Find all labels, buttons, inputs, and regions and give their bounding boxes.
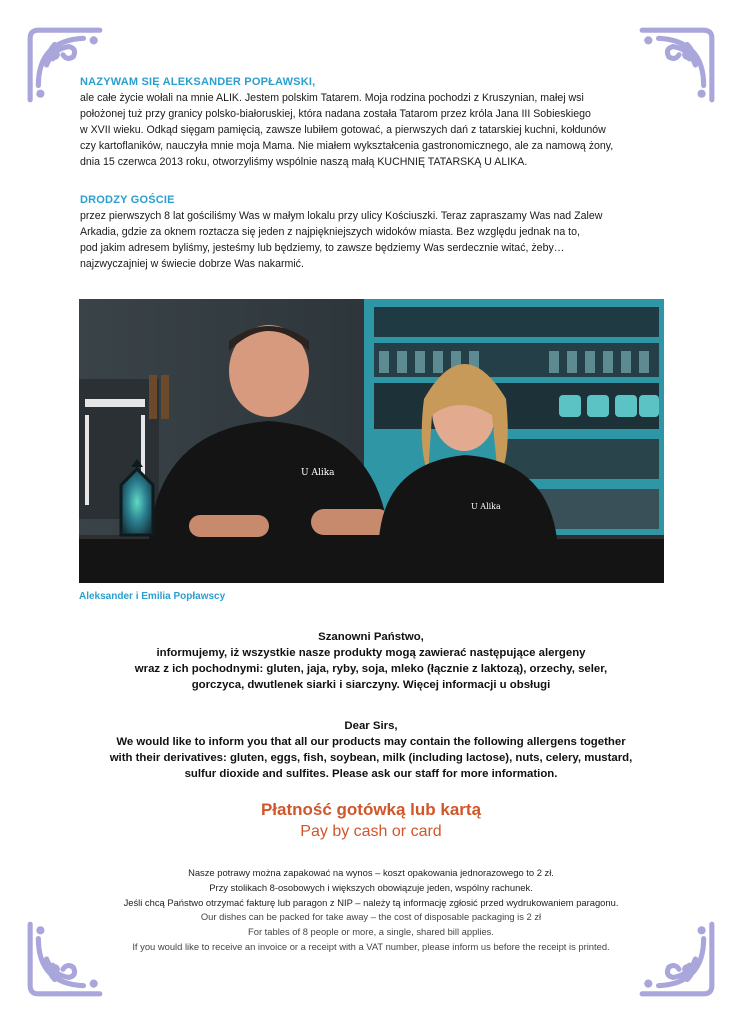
- allergen-greeting-pl: Szanowni Państwo,: [318, 631, 424, 643]
- intro-line: ale całe życie wołali na mnie ALIK. Jestem polskim Tatarem. Moja rodzina pochodzi z Kruszynian, małej wsi: [80, 92, 584, 104]
- payment-title-pl: Płatność gotówką lub kartą: [260, 800, 482, 819]
- note-line-pl: Przy stolikach 8-osobowych i większych obowiązuje jeden, wspólny rachunek.: [209, 881, 533, 893]
- intro-line: czy kartoflaników, nauczyła mnie moja Mama. Nie miałem wykształcenia gastronomicznego, ale za namową żony,: [80, 140, 614, 152]
- note-line-pl: Nasze potrawy można zapakować na wynos – koszt opakowania jednorazowego to 2 zł.: [188, 867, 554, 878]
- note-line-en: If you would like to receive an invoice or a receipt with a VAT number, please inform us before the receipt is printed.: [132, 940, 610, 952]
- note-line-en: For tables of 8 people or more, a single, shared bill applies.: [248, 926, 494, 938]
- allergen-info-en: [60, 718, 682, 782]
- intro-line: położonej tuż przy granicy polsko-białoruskiej, która nadana została Tatarom przez króla Jana III Sobieskiego: [80, 108, 591, 120]
- allergen-line-pl: gorczyca, dwutlenek siarki i siarczyny. Więcej informacji u obsługi: [191, 679, 551, 691]
- note-line-en: Our dishes can be packed for take away – the cost of disposable packaging is 2 zł: [200, 911, 542, 923]
- guests-section: [80, 192, 665, 272]
- allergen-line-pl: wraz z ich pochodnymi: gluten, jaja, ryby, soja, mleko (łącznie z laktozą), orzechy, seler,: [134, 663, 608, 675]
- woman-shirt-logo: U Alika: [471, 502, 501, 511]
- guests-line: przez pierwszych 8 lat gościliśmy Was w małym lokalu przy ulicy Kościuszki. Teraz zapraszamy Was nad Zalew: [80, 210, 603, 222]
- allergen-line-pl: informujemy, iż wszystkie nasze produkty mogą zawierać następujące alergeny: [156, 647, 586, 659]
- payment-title-en: Pay by cash or card: [300, 823, 442, 840]
- guests-line: najzwyczajniej w świecie dobrze Was nakarmić.: [80, 258, 304, 270]
- allergen-line-en: with their derivatives: gluten, eggs, fish, soybean, milk (including lactose), nuts, celery, mustard,: [109, 752, 633, 764]
- photo-caption: Aleksander i Emilia Popławscy: [79, 591, 226, 602]
- intro-section: [80, 74, 665, 170]
- intro-heading: NAZYWAM SIĘ ALEKSANDER POPŁAWSKI,: [80, 76, 316, 88]
- guests-line: Arkadia, gdzie za oknem roztacza się jeden z najpiękniejszych widoków miasta. Bez względu jednak na to,: [80, 226, 580, 238]
- owners-photo: [79, 299, 664, 583]
- guests-line: pod jakim adresem byliśmy, jesteśmy lub będziemy, to zawsze będziemy Was serdecznie witać, żeby…: [80, 242, 565, 254]
- intro-line: w XVII wieku. Odkąd sięgam pamięcią, zawsze lubiłem gotować, a pierwszych dań z tatarskiej kuchni, kołdunów: [80, 124, 606, 136]
- guests-heading: DRODZY GOŚCIE: [80, 194, 175, 206]
- intro-line: dnia 15 czerwca 2013 roku, otworzyliśmy wspólnie naszą małą KUCHNIĘ TATARSKĄ U ALIKA.: [80, 156, 528, 168]
- allergen-info-pl: [60, 629, 682, 693]
- service-notes: [60, 866, 682, 955]
- allergen-line-en: We would like to inform you that all our products may contain the following allergens together: [116, 736, 626, 748]
- allergen-greeting-en: Dear Sirs,: [344, 720, 398, 732]
- man-shirt-logo: U Alika: [301, 468, 335, 478]
- allergen-line-en: sulfur dioxide and sulfites. Please ask our staff for more information.: [184, 768, 558, 780]
- note-line-pl: Jeśli chcą Państwo otrzymać fakturę lub paragon z NIP – należy tą informację zgłosić przed wydrukowaniem paragonu.: [123, 896, 619, 908]
